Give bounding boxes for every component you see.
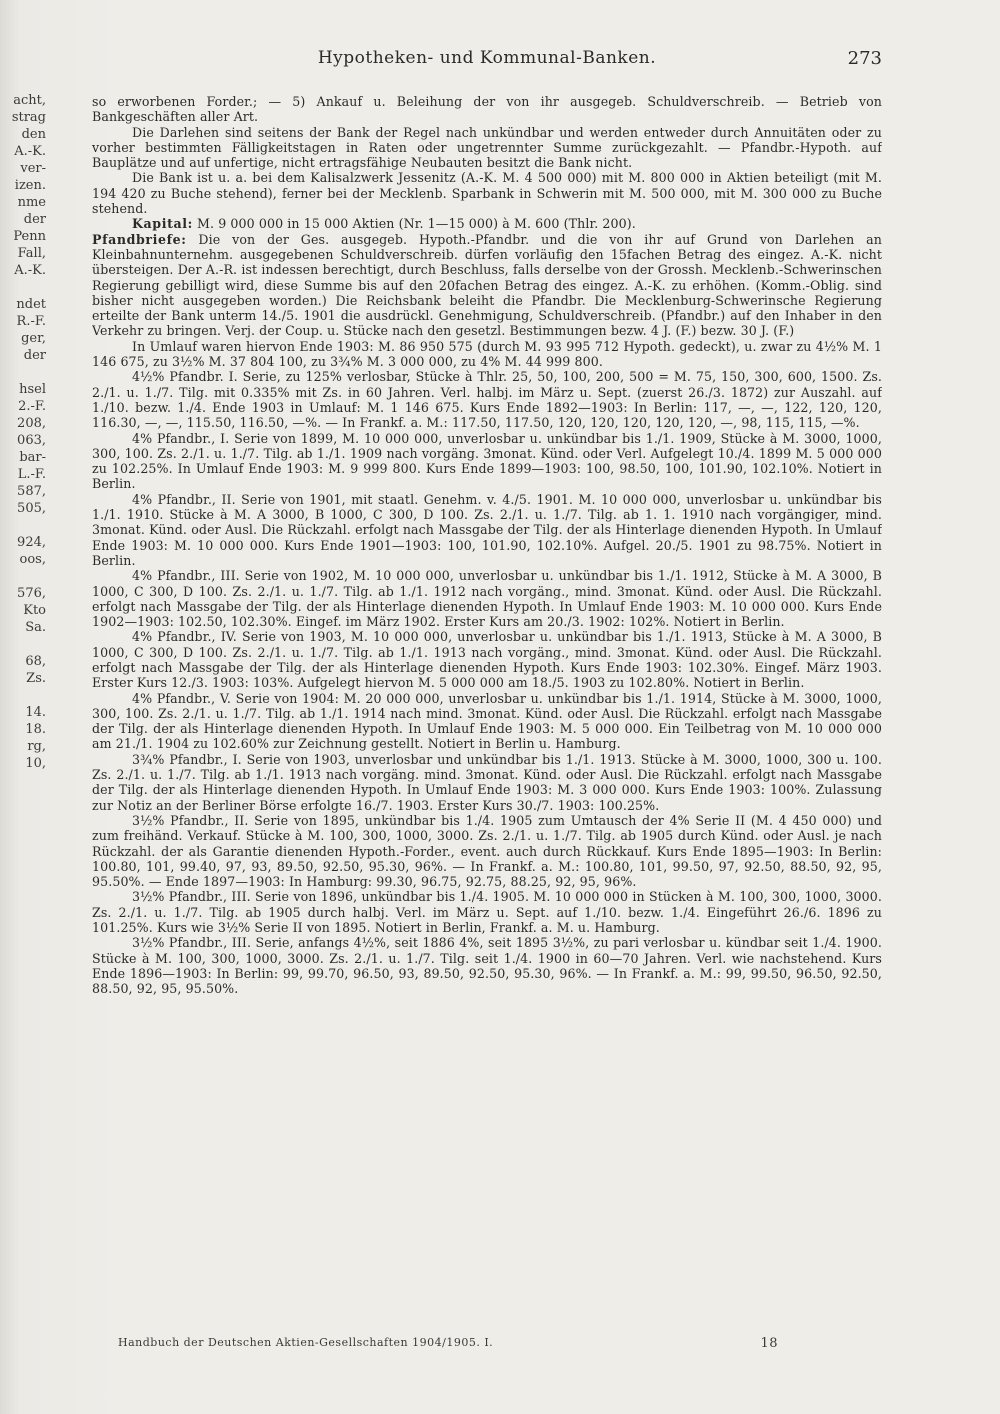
margin-fragment: izen. <box>14 178 46 193</box>
margin-fragment: 924, <box>17 535 46 550</box>
margin-fragment: Fall, <box>17 246 46 261</box>
paragraph <box>92 889 882 935</box>
margin-fragment: 576, <box>17 586 46 601</box>
margin-fragment: acht, <box>13 93 46 108</box>
paragraph-text: 4% Pfandbr., I. Serie von 1899, M. 10 000 000, unverlosbar u. unkündbar bis 1./1. 1909, Stücke à M. 3000, 1000, 300, 100. Zs. 2./1. u. 1./7. Tilg. ab 1./1. 1909 nach vorgäng. 3monat. Künd. oder Verl. Aufgelegt 10./4. 1899 M. 5 000 000 zu 102.25%. In Umlauf Ende 1903: M. 9 999 800. Kurs Ende 1899—1903: 100, 98.50, 100, 101.90, 102.10%. Notiert in Berlin. <box>92 430 882 492</box>
section-label: Pfandbriefe: <box>92 231 187 247</box>
paragraph-text: 4% Pfandbr., V. Serie von 1904: M. 20 000 000, unverlosbar u. unkündbar bis 1./1. 1914, Stücke à M. 3000, 1000, 300, 100. Zs. 2./1. u. 1./7. Tilg. ab 1./1. 1914 nach mind. 3monat. Künd. oder Ausl. Die Rückzahl. erfolgt nach Massgabe der Tilg. der als Hinterlage dienenden Hypoth. In Umlauf Ende 1903: M. 5 000 000. Ein Teilbetrag von M. 10 000 000 am 21./1. 1904 zu 102.60% zur Zeichnung gestellt. Notiert in Berlin u. Hamburg. <box>92 690 882 752</box>
margin-fragment: strag <box>11 110 46 125</box>
paragraph-text: Die Darlehen sind seitens der Bank der Regel nach unkündbar und werden entweder durch Annuitäten oder zu vorher bestimmten Fälligkeitstagen in Raten oder ungetrennter Summe zurückgezahlt. — Pfandbr.-Hypoth. auf Bauplätze und auf unfertige, nicht ertragsfähige Neubauten besitzt die Bank nicht. <box>92 124 882 171</box>
margin-fragment: Kto <box>23 603 46 618</box>
paragraph <box>92 94 882 125</box>
paragraph-text: In Umlauf waren hiervon Ende 1903: M. 86 950 575 (durch M. 93 995 712 Hypoth. gedeckt), u. zwar zu 4½% M. 1 146 675, zu 3½% M. 37 804 100, zu 3¾% M. 3 000 000, zu 4% M. 44 999 800. <box>92 338 882 370</box>
paragraph <box>92 170 882 216</box>
paragraph <box>92 752 882 813</box>
margin-fragment: ger, <box>21 331 46 346</box>
margin-fragment: der <box>23 348 46 363</box>
margin-fragment: 063, <box>17 433 46 448</box>
paragraph-text: Die von der Ges. ausgegeb. Hypoth.-Pfandbr. und die von ihr auf Grund von Darlehen an Kleinbahnunternehm. ausgegebenen Schuldverschreib. dürfen vorläufig den 15fachen Betrag des eingez. A.-K. nicht übersteigen. Der A.-R. ist indessen berechtigt, durch Beschluss, falls derselbe von der Grossh. Mecklenb.-Schwerinschen Regierung gebilligt wird, diese Summe bis auf den 20fachen Betrag des eingez. A.-K. zu erhöhen. (Komm.-Oblig. sind bisher nicht ausgegeben worden.) Die Reichsbank beleiht die Pfandbr. Die Mecklenburg-Schwerinsche Regierung erteilte der Bank unterm 14./5. 1901 die ausdrückl. Genehmigung, Schuldverschreib. (Pfandbr.) auf den Inhaber in den Verkehr zu bringen. Verj. der Coup. u. Stücke nach den gesetzl. Bestimmungen bezw. 4 J. (F.) bezw. 30 J. (F.) <box>92 231 882 339</box>
paragraph <box>92 216 882 231</box>
paragraph <box>92 232 882 339</box>
paragraph-text: M. 9 000 000 in 15 000 Aktien (Nr. 1—15 000) à M. 600 (Thlr. 200). <box>192 216 636 232</box>
margin-fragment: 68, <box>25 654 46 669</box>
margin-fragment: 587, <box>17 484 46 499</box>
paragraph <box>92 339 882 370</box>
margin-fragment <box>0 636 46 653</box>
margin-fragment: 505, <box>17 501 46 516</box>
margin-fragment <box>0 279 46 296</box>
margin-fragment: 208, <box>17 416 46 431</box>
paragraph <box>92 629 882 690</box>
page-number: 273 <box>847 48 882 69</box>
paragraph-text: 3½% Pfandbr., II. Serie von 1895, unkündbar bis 1./4. 1905 zum Umtausch der 4% Serie II (M. 4 450 000) und zum freihänd. Verkauf. Stücke à M. 100, 300, 1000, 3000. Zs. 2./1. u. 1./7. Tilg. ab 1905 durch Künd. oder Ausl. je nach Rückzahl. der als Garantie dienenden Hypoth.-Forder., event. auch durch Rückkauf. Kurs Ende 1895—1903: In Berlin: 100.80, 101, 99.40, 97, 93, 89.50, 92.50, 95.30, 96%. — In Frankf. a. M.: 100.80, 101, 99.50, 97, 92.50, 88.50, 92, 95, 95.50%. — Ende 1897—1903: In Hamburg: 99.30, 96.75, 92.75, 88.25, 92, 95, 96%. <box>92 812 882 890</box>
paragraph <box>92 568 882 629</box>
paragraph <box>92 369 882 430</box>
paragraph-text: 3½% Pfandbr., III. Serie, anfangs 4½%, seit 1886 4%, seit 1895 3½%, zu pari verlosbar u. kündbar seit 1./4. 1900. Stücke à M. 100, 300, 1000, 3000. Zs. 2./1. u. 1./7. Tilg. seit 1./4. 1900 in 60—70 Jahren. Verl. wie nachstehend. Kurs Ende 1896—1903: In Berlin: 99, 99.70, 96.50, 93, 89.50, 92.50, 95.30, 96%. — In Frankf. a. M.: 99, 99.50, 96.50, 92.50, 88.50, 92, 95, 95.50%. <box>92 935 882 997</box>
page-footer <box>118 1336 778 1349</box>
margin-fragment: rg, <box>27 739 46 754</box>
paragraph <box>92 125 882 171</box>
margin-fragment: 10, <box>25 756 46 771</box>
paragraph-text: 4½% Pfandbr. I. Serie, zu 125% verlosbar, Stücke à Thlr. 25, 50, 100, 200, 500 = M. 75, 150, 300, 600, 1500. Zs. 2./1. u. 1./7. Tilg. mit 0.335% mit Zs. in 60 Jahren. Verl. halbj. im März u. Sept. (zuerst 26./3. 1872) zur Auszahl. auf 1./10. bezw. 1./4. Ende 1903 in Umlauf: M. 1 146 675. Kurs Ende 1892—1903: In Berlin: 117, —, —, 122, 120, 120, 116.30, —, —, 115.50, 116.50, —%. — In Frankf. a. M.: 117.50, 117.50, 120, 120, 120, 120, 120, —, 98, 115, 115, —%. <box>92 369 882 431</box>
paragraph <box>92 431 882 492</box>
margin-fragment: A.-K. <box>14 144 46 159</box>
paragraph <box>92 935 882 996</box>
paragraph-text: 3¾% Pfandbr., I. Serie von 1903, unverlosbar und unkündbar bis 1./1. 1913. Stücke à M. 3000, 1000, 300 u. 100. Zs. 2./1. u. 1./7. Tilg. ab 1./1. 1913 nach vorgäng. mind. 3monat. Künd. oder Ausl. Die Rückzahl. erfolgt nach Massgabe der Tilg. der als Hinterlage dienenden Hypoth. In Umlauf Ende 1903: M. 3 000 000. Kurs Ende 1903: 100%. Zulassung zur Notiz an der Berliner Börse erfolgte 16./7. 1903. Erster Kurs 30./7. 1903: 100.25%. <box>92 751 882 813</box>
page-body <box>92 94 882 1324</box>
margin-fragment: A.-K. <box>14 263 46 278</box>
paragraph-text: so erworbenen Forder.; — 5) Ankauf u. Beleihung der von ihr ausgegeb. Schuldverschreib. — Betrieb von Bankgeschäften aller Art. <box>92 94 882 125</box>
margin-fragment: 14. <box>25 705 46 720</box>
margin-fragment: nme <box>17 195 46 210</box>
margin-fragment: 18. <box>25 722 46 737</box>
margin-fragment: ver- <box>20 161 46 176</box>
margin-fragment: L.-F. <box>17 467 46 482</box>
margin-fragment: den <box>21 127 46 142</box>
sheet-signature: 18 <box>760 1336 778 1351</box>
paragraph-text: 3½% Pfandbr., III. Serie von 1896, unkündbar bis 1./4. 1905. M. 10 000 000 in Stücken à M. 100, 300, 1000, 3000. Zs. 2./1. u. 1./7. Tilg. ab 1905 durch halbj. Verl. im März u. Sept. auf 1./10. bezw. 1./4. Eingeführt 26./6. 1896 zu 101.25%. Kurs wie 3½% Serie II von 1895. Notiert in Berlin, Frankf. a. M. u. Hamburg. <box>92 889 882 936</box>
paragraph-text: 4% Pfandbr., IV. Serie von 1903, M. 10 000 000, unverlosbar u. unkündbar bis 1./1. 1913, Stücke à M. A 3000, B 1000, C 300, D 100. Zs. 2./1. u. 1./7. Tilg. ab 1./1. 1913 nach vorgäng., mind. 3monat. Künd. oder Ausl. Die Rückzahl. erfolgt nach Massgabe der Tilg. der als Hinterlage dienenden Hypoth. Kurs Ende 1903: 102.30%. Eingef. März 1903. Erster Kurs 12./3. 1903: 103%. Aufgelegt hiervon M. 5 000 000 am 18./5. 1903 zu 102.80%. Notiert in Berlin. <box>92 629 882 691</box>
margin-fragment: oos, <box>19 552 46 567</box>
margin-fragment: Sa. <box>25 620 46 635</box>
section-label: Kapital: <box>132 216 193 232</box>
footer-imprint: Handbuch der Deutschen Aktien-Gesellschaften 1904/1905. I. <box>118 1336 494 1349</box>
margin-fragment: der <box>23 212 46 227</box>
paragraph <box>92 813 882 889</box>
margin-fragment: bar- <box>19 450 46 465</box>
paragraph <box>92 492 882 568</box>
margin-fragment: R.-F. <box>16 314 46 329</box>
paragraph-text: Die Bank ist u. a. bei dem Kalisalzwerk Jessenitz (A.-K. M. 4 500 000) mit M. 800 000 in Aktien beteiligt (mit M. 194 420 zu Buche stehend), ferner bei der Mecklenb. Sparbank in Schwerin mit M. 500 000, mit M. 300 000 zu Buche stehend. <box>92 170 882 217</box>
margin-fragment: ndet <box>16 297 46 312</box>
margin-fragment: Zs. <box>26 671 46 686</box>
margin-fragment <box>0 364 46 381</box>
margin-fragment: 2.-F. <box>18 399 46 414</box>
paragraph <box>92 691 882 752</box>
margin-fragment: hsel <box>19 382 46 397</box>
margin-fragment <box>0 687 46 704</box>
adjacent-page-margin <box>0 92 46 872</box>
paragraph-text: 4% Pfandbr., III. Serie von 1902, M. 10 000 000, unverlosbar u. unkündbar bis 1./1. 1912, Stücke à M. A 3000, B 1000, C 300, D 100. Zs. 2./1. u. 1./7. Tilg. ab 1./1. 1912 nach vorgäng., mind. 3monat. Künd. oder Ausl. Die Rückzahl. erfolgt nach Massgabe der Tilg. der als Hinterlage dienenden Hypoth. In Umlauf Ende 1903: M. 10 000 000. Kurs Ende 1902—1903: 102.50, 102.30%. Eingef. im März 1902. Erster Kurs am 20./3. 1902: 102%. Notiert in Berlin. <box>92 568 882 630</box>
running-head: Hypotheken- und Kommunal-Banken. <box>317 48 657 68</box>
margin-fragment <box>0 517 46 534</box>
margin-fragment <box>0 568 46 585</box>
page-header <box>92 44 882 74</box>
paragraph-text: 4% Pfandbr., II. Serie von 1901, mit staatl. Genehm. v. 4./5. 1901. M. 10 000 000, unverlosbar u. unkündbar bis 1./1. 1910. Stücke à M. A 3000, B 1000, C 300, D 100. Zs. 2./1. u. 1./7. Tilg. ab 1. 1. 1910 nach vorgängiger, mind. 3monat. Künd. oder Ausl. Die Rückzahl. erfolgt nach Massgabe der Tilg. der als Hinterlage dienenden Hypoth. In Umlauf Ende 1903: M. 10 000 000. Kurs Ende 1901—1903: 100, 101.90, 102.10%. Aufgel. 20./5. 1901 zu 98.75%. Notiert in Berlin. <box>92 491 882 568</box>
margin-fragment: Penn <box>13 229 46 244</box>
